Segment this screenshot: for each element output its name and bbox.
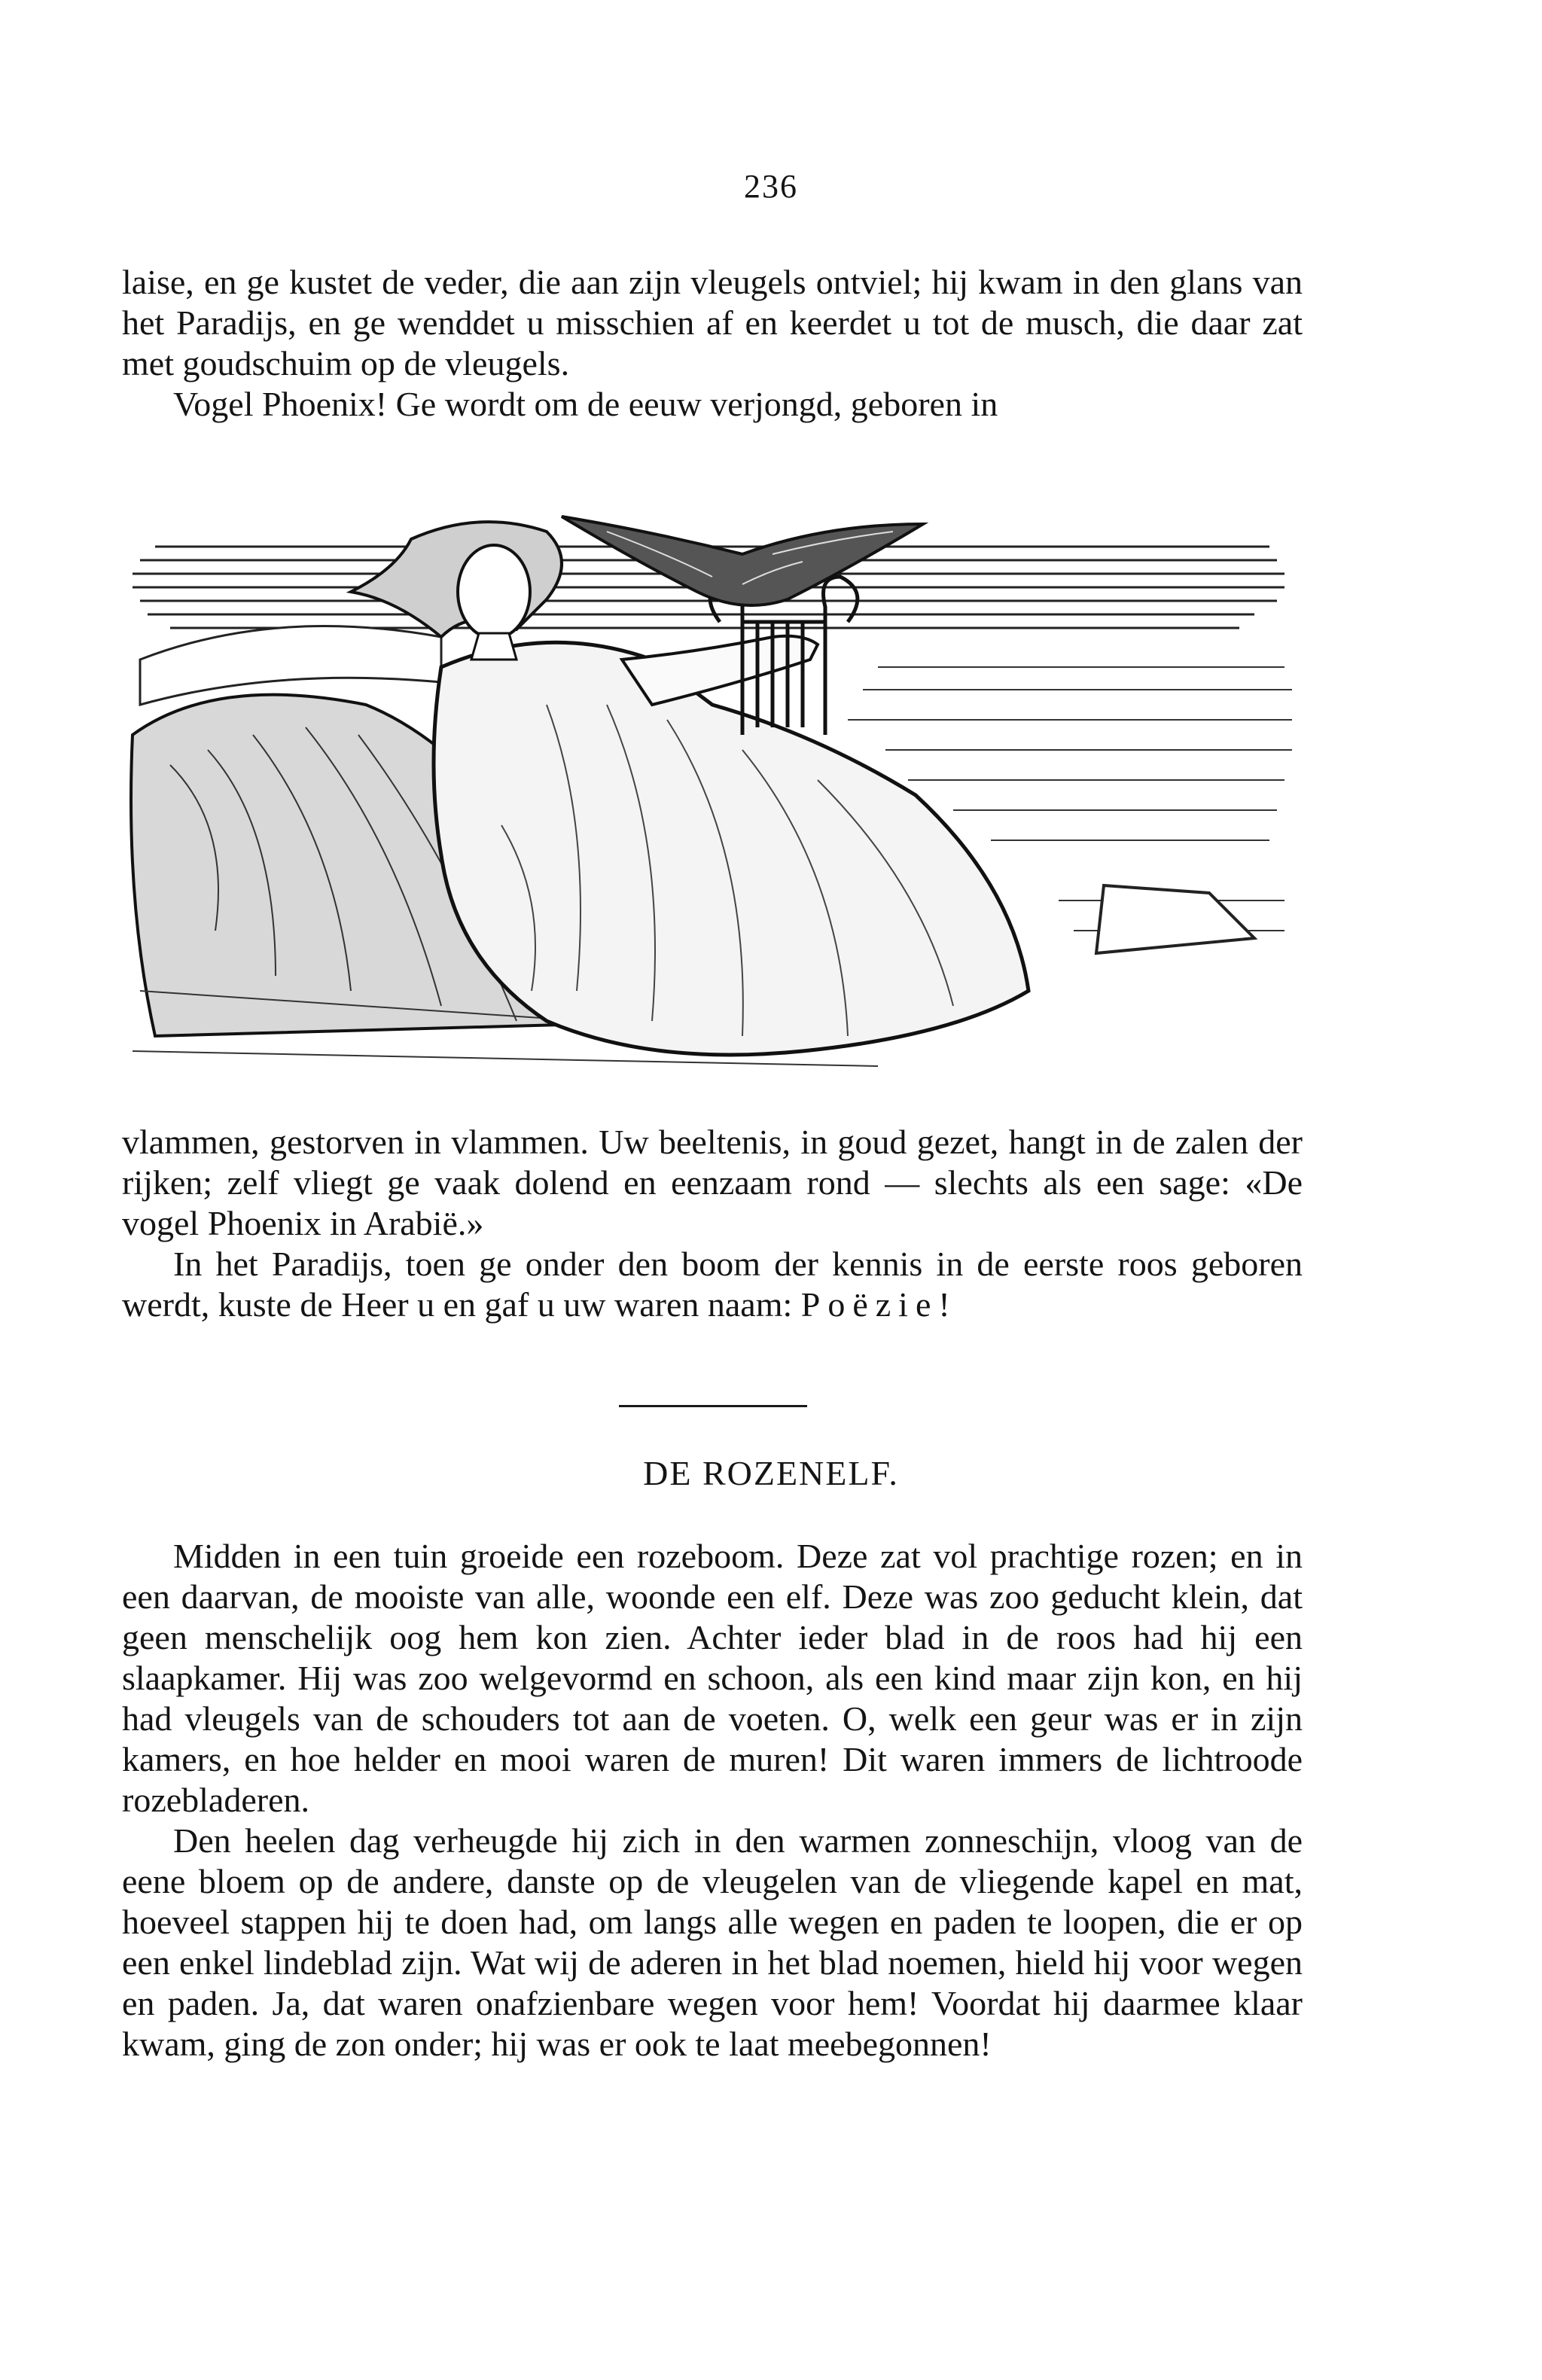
right-rock	[1096, 885, 1254, 953]
face	[458, 545, 530, 638]
section-title: DE ROZENELF.	[643, 1454, 899, 1492]
poezie-word: Poëzie!	[800, 1285, 958, 1324]
paragraph-vogel-phoenix: Vogel Phoenix! Ge wordt om de eeuw verjongd, geboren in	[173, 385, 998, 423]
phoenix-illustration	[125, 509, 1300, 1096]
distant-shore	[140, 626, 441, 705]
paragraph-paradijs	[122, 1244, 1303, 1325]
story-text-block	[122, 1536, 1303, 2065]
middle-text-block	[122, 1122, 1303, 1325]
story-paragraph-2: Den heelen dag verheugde hij zich in den warmen zonneschijn, vloog van de eene bloem op de andere, danste op de vleugelen van de vliegende kapel en mat, hoeveel stappen hij te doen had, om langs alle wegen en paden te loopen, die er op een enkel lindeblad zijn. Wat wij de aderen in het blad noemen, hield hij voor wegen en paden. Ja, dat waren onafzienbare wegen voor hem! Voordat hij daarmee klaar kwam, ging de zon onder; hij was er ook te laat meebegonnen!	[122, 1821, 1303, 2063]
paragraph-vlammen: vlammen, gestorven in vlammen. Uw beeltenis, in goud gezet, hangt in de zalen der rijken; zelf vliegt ge vaak dolend en eenzaam rond — slechts als een sage: «De vogel Phoenix in Arabië.»	[122, 1123, 1303, 1242]
paradijs-text: In het Paradijs, toen ge onder den boom der kennis in de eerste roos geboren werdt, kuste de Heer u en gaf u uw waren naam:	[122, 1245, 1303, 1324]
top-text-block	[122, 262, 1303, 425]
dress	[434, 642, 1029, 1055]
page-number: 236	[744, 168, 798, 205]
paragraph-continued: laise, en ge kustet de veder, die aan zijn vleugels ontviel; hij kwam in den glans van het Paradijs, en ge wenddet u misschien af en keerdet u tot de musch, die daar zat met goudschuim op de vleugels.	[122, 263, 1303, 382]
section-divider	[619, 1405, 807, 1407]
story-paragraph-1: Midden in een tuin groeide een rozeboom. Deze zat vol prachtige rozen; en in een daarvan, de mooiste van alle, woonde een elf. Deze was zoo geducht klein, dat geen menschelijk oog hem kon zien. Achter ieder blad in de roos had hij een slaapkamer. Hij was zoo welgevormd en schoon, als een kind maar zijn kon, en hij had vleugels van de schouders tot aan de voeten. O, welk een geur was er in zijn kamers, en hoe helder en mooi waren de muren! Dit waren immers de lichtroode rozebladeren.	[122, 1537, 1303, 1819]
neck	[471, 633, 517, 660]
